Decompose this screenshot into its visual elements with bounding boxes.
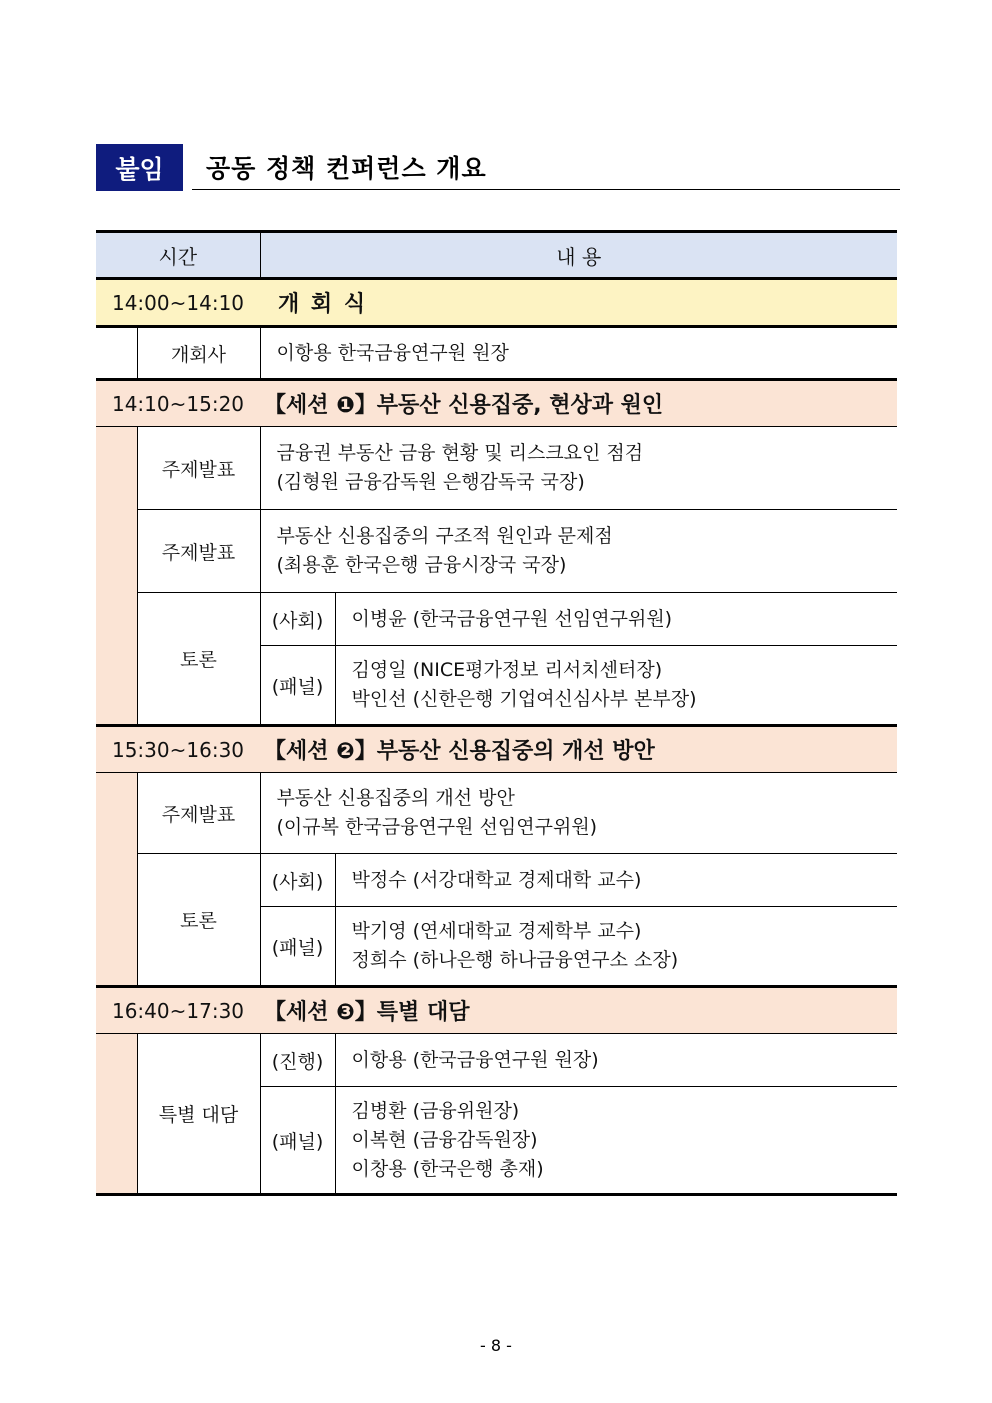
panelist: 박인선 (신한은행 기업여신심사부 본부장) (351, 688, 697, 710)
panelist: 박기영 (연세대학교 경제학부 교수) (351, 920, 642, 942)
panelist: 김병환 (금융위원장) (351, 1099, 520, 1122)
opening-title: 개 회 식 (260, 279, 897, 327)
talk-label: 주제발표 (137, 427, 260, 510)
discussion-label: 토론 (137, 854, 260, 987)
talk-title: 부동산 신용집중의 구조적 원인과 문제점 (276, 525, 613, 547)
opening-row (96, 279, 897, 327)
table-row (96, 427, 897, 510)
moderator: 박정수 (서강대학교 경제대학 교수) (335, 854, 897, 907)
table-row (96, 510, 897, 593)
table-row (96, 773, 897, 854)
panelist: 이복현 (금융감독원장) (351, 1128, 538, 1151)
schedule-table (96, 230, 897, 1196)
opening-time: 14:00~14:10 (96, 279, 260, 327)
session2-title: 【세션 ❷】부동산 신용집중의 개선 방안 (260, 726, 897, 773)
opening-content: 이항용 한국금융연구원 원장 (260, 327, 897, 380)
panel-role: (패널) (260, 646, 335, 726)
title-underline (192, 189, 900, 190)
talk-title: 부동산 신용집중의 개선 방안 (276, 787, 515, 809)
session2-row (96, 726, 897, 773)
table-row (96, 1034, 897, 1087)
col-header-content: 내 용 (260, 232, 897, 279)
panelist: 이창용 (한국은행 총재) (351, 1157, 544, 1180)
session1-title: 【세션 ❶】부동산 신용집중, 현상과 원인 (260, 380, 897, 427)
session2-time: 15:30~16:30 (96, 726, 260, 773)
panel-role: (패널) (260, 907, 335, 987)
talk-speaker: (김형원 금융감독원 은행감독국 국장) (276, 471, 585, 493)
talk-speaker: (최용훈 한국은행 금융시장국 국장) (276, 554, 567, 576)
moderator-role: (진행) (260, 1034, 335, 1087)
talk-label: 주제발표 (137, 510, 260, 593)
special-talk-label: 특별 대담 (137, 1034, 260, 1195)
session3-row (96, 987, 897, 1034)
session1-row (96, 380, 897, 427)
table-row (96, 593, 897, 646)
talk-title: 금융권 부동산 금융 현황 및 리스크요인 점검 (276, 442, 644, 464)
talk-label: 주제발표 (137, 773, 260, 854)
panel-role: (패널) (260, 1087, 335, 1195)
attachment-badge: 붙임 (96, 144, 183, 191)
session3-title: 【세션 ❸】특별 대담 (260, 987, 897, 1034)
moderator-role: (사회) (260, 854, 335, 907)
moderator: 이병윤 (한국금융연구원 선임연구위원) (335, 593, 897, 646)
panelist: 정희수 (하나은행 하나금융연구소 소장) (351, 949, 679, 971)
panelist: 김영일 (NICE평가정보 리서치센터장) (351, 659, 663, 681)
page-number: - 8 - (480, 1336, 512, 1355)
table-row (96, 327, 897, 380)
col-header-time: 시간 (96, 232, 260, 279)
session1-time: 14:10~15:20 (96, 380, 260, 427)
discussion-label: 토론 (137, 593, 260, 726)
talk-speaker: (이규복 한국금융연구원 선임연구위원) (276, 816, 598, 838)
session3-time: 16:40~17:30 (96, 987, 260, 1034)
opening-label: 개회사 (137, 327, 260, 380)
page-title: 공동 정책 컨퍼런스 개요 (206, 154, 487, 183)
table-header-row (96, 232, 897, 279)
moderator: 이항용 (한국금융연구원 원장) (335, 1034, 897, 1087)
table-row (96, 854, 897, 907)
moderator-role: (사회) (260, 593, 335, 646)
